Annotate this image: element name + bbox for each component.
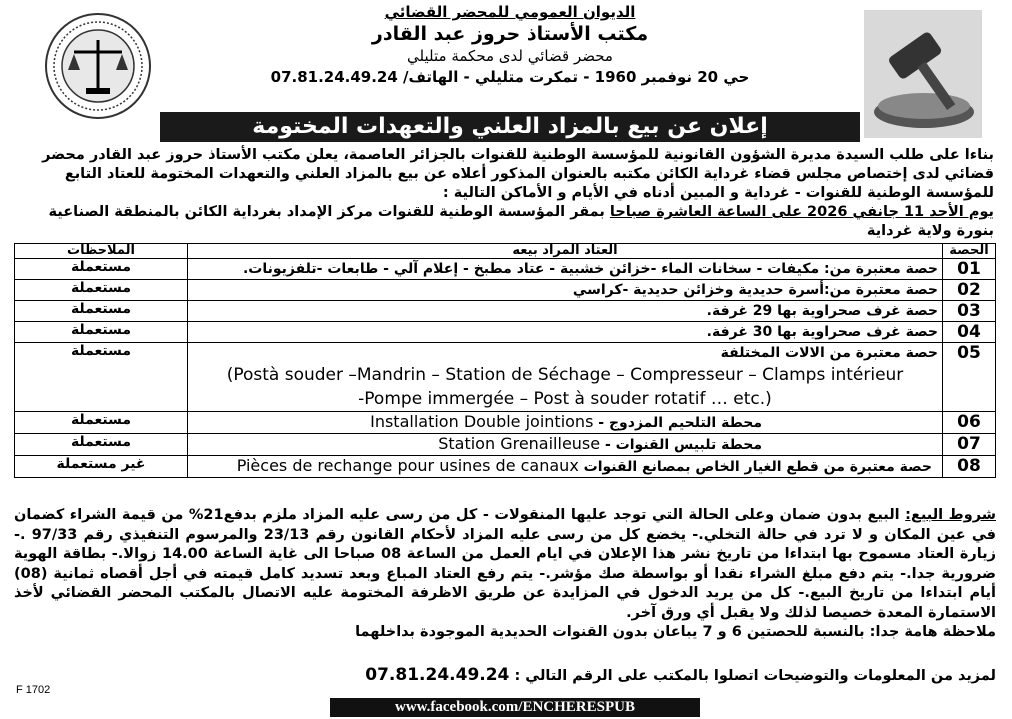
header-items: العتاد المراد بيعه [188, 244, 943, 259]
table-row [15, 412, 996, 434]
lot-number: 05 [943, 343, 996, 412]
lot-description-block [188, 434, 943, 456]
table-row [15, 434, 996, 456]
lot-note: غير مستعملة [15, 456, 188, 478]
important-note-label: ملاحظة هامة جدا: [869, 624, 996, 640]
reference-code: F 1702 [16, 684, 51, 696]
lot-description: حصة معتبرة من:أسرة حديدية وخزائن حديدية -كراسي [188, 280, 943, 301]
office-line-2: مكتب الأستاذ حروز عبد القادر [371, 23, 649, 45]
office-line-1: الديوان العمومي للمحضر القضائي [384, 3, 636, 21]
table-row [15, 456, 996, 478]
lot-description: حصة معتبرة من: مكيفات - سخانات الماء -خزائن خشبية - عتاد مطبخ - إعلام آلي - طابعات -تلفزيونات. [188, 259, 943, 280]
sale-place: بمقر المؤسسة الوطنية للقنوات مركز الإمداد بغرداية الكائن بالمنطقة الصناعية بنورة ولاية غرداية [48, 204, 994, 239]
table-header-row [15, 244, 996, 259]
table-row [15, 301, 996, 322]
intro-text [14, 146, 994, 241]
intro-paragraph: بناءا على طلب السيدة مديرة الشؤون القانونية للمؤسسة الوطنية للقنوات بالجزائر العاصمة، يعلن مكتب الأستاذ حروز عبد القادر محضر قضائي لدى إختصاص مجلس قضاء غرداية الكائن مكتبه بالعنوان المذكور أعلاه عن بيع بالمزاد العلني والتعهدات المختومة للعتاد التابع للمؤسسة الوطنية للقنوات - غرداية و المبين أدناه في الأيام و الأماكن التالية : [42, 147, 994, 201]
important-note [14, 623, 996, 643]
lot-description-block [188, 412, 943, 434]
facebook-link[interactable]: www.facebook.com/ENCHERESPUB [330, 698, 700, 717]
office-phone: 07.81.24.49.24 [270, 68, 398, 86]
lot-number: 04 [943, 322, 996, 343]
lot-note: مستعملة [15, 280, 188, 301]
header-lot: الحصة [943, 244, 996, 259]
contact-text: لمزيد من المعلومات والتوضيحات اتصلوا بالمكتب على الرقم التالي : [514, 668, 996, 684]
conditions-label: شروط البيع: [905, 507, 996, 523]
lot-description-block [188, 456, 943, 478]
lot-note: مستعملة [15, 301, 188, 322]
contact-info [14, 666, 996, 686]
sale-conditions [14, 506, 996, 643]
lot-number: 06 [943, 412, 996, 434]
lot-description: محطة التلحيم المزدوج - [598, 415, 762, 431]
lot-number: 02 [943, 280, 996, 301]
lot-description-fr: Installation Double jointions [370, 412, 594, 431]
lot-note: مستعملة [15, 259, 188, 280]
justice-scales-seal-icon [44, 12, 152, 120]
lot-description: حصة معتبرة من قطع الغيار الخاص بمصانع القنوات [583, 459, 932, 475]
table-row [15, 343, 996, 412]
header-notes: الملاحظات [15, 244, 188, 259]
conditions-text: البيع بدون ضمان وعلى الحالة التي توجد عليها المنقولات - كل من رسى عليه المزاد ملزم بدفع21% من قيمة الشراء كضمان في عين المكان و لا ترد في حالة التخلي.- يخضع كل من رسى عليه المزاد لأحكام القانون رقم 23/13 والمرسوم التنفيذي رقم 97/33 .- زيارة العتاد مسموح بها ابتداءا من تاريخ نشر هذا الإعلان في ايام العمل من الساعة 08 صباحا الى غاية الساعة 14.00 زوالا.- بطاقة الهوية ضرورية جدا.- يتم دفع مبلغ الشراء نقدا أو بواسطة صك مؤشر.- يتم رفع العتاد المباع وبعد تسديد كامل قيمته في أجل أقصاه ثمانية (08) أيام ابتداءا من تاريخ البيع.- كل من يريد الدخول في المزايدة عن طريق الاظرفة المختومة عليه الاتصال بالمكتب المحضر القضائي لأخذ الاستمارة المعدة خصيصا لذلك ولا يقبل أي ورق آخر. [14, 507, 997, 621]
contact-phone: 07.81.24.49.24 [365, 665, 510, 685]
lot-note: مستعملة [15, 434, 188, 456]
lot-description-fr: Station Grenailleuse [438, 434, 601, 453]
lot-number: 07 [943, 434, 996, 456]
conditions-paragraph [14, 506, 996, 623]
lot-description-block [188, 343, 943, 412]
gavel-icon [864, 10, 982, 138]
lot-number: 03 [943, 301, 996, 322]
sale-date: يوم الأحد 11 جانفي 2026 على الساعة العاشرة صباحا [609, 204, 994, 220]
address-text: حي 20 نوفمبر 1960 - تمكرت متليلي - الهاتف/ [403, 68, 750, 86]
office-header [240, 2, 780, 88]
table-row [15, 322, 996, 343]
important-note-text: بالنسبة للحصتين 6 و 7 يباعان بدون القنوات الحديدية الموجودة بداخلهما [355, 624, 865, 640]
lots-table [14, 243, 996, 478]
lot-description-fr: Pièces de rechange pour usines de canaux [236, 456, 579, 475]
office-address [240, 66, 780, 88]
table-row [15, 280, 996, 301]
lot-description-fr-2: -Pompe immergée – Post à souder rotatif … etc.) [358, 389, 772, 409]
lot-number: 08 [943, 456, 996, 478]
lot-description: حصة غرف صحراوية بها 30 غرفة. [188, 322, 943, 343]
lot-description: حصة معتبرة من الالات المختلفة [720, 345, 938, 361]
lot-note: مستعملة [15, 343, 188, 412]
office-line-3: محضر قضائي لدى محكمة متليلي [407, 47, 613, 65]
lot-note: مستعملة [15, 412, 188, 434]
sale-date-place [14, 203, 994, 241]
table-row [15, 259, 996, 280]
lot-note: مستعملة [15, 322, 188, 343]
announcement-title: إعلان عن بيع بالمزاد العلني والتعهدات المختومة [160, 112, 860, 142]
lot-number: 01 [943, 259, 996, 280]
lot-description: حصة غرف صحراوية بها 29 غرفة. [188, 301, 943, 322]
lot-description-fr-1: (Postà souder –Mandrin – Station de Séchage – Compresseur – Clamps intérieur [226, 365, 904, 385]
lot-description: محطة تلبيس القنوات - [604, 437, 762, 453]
